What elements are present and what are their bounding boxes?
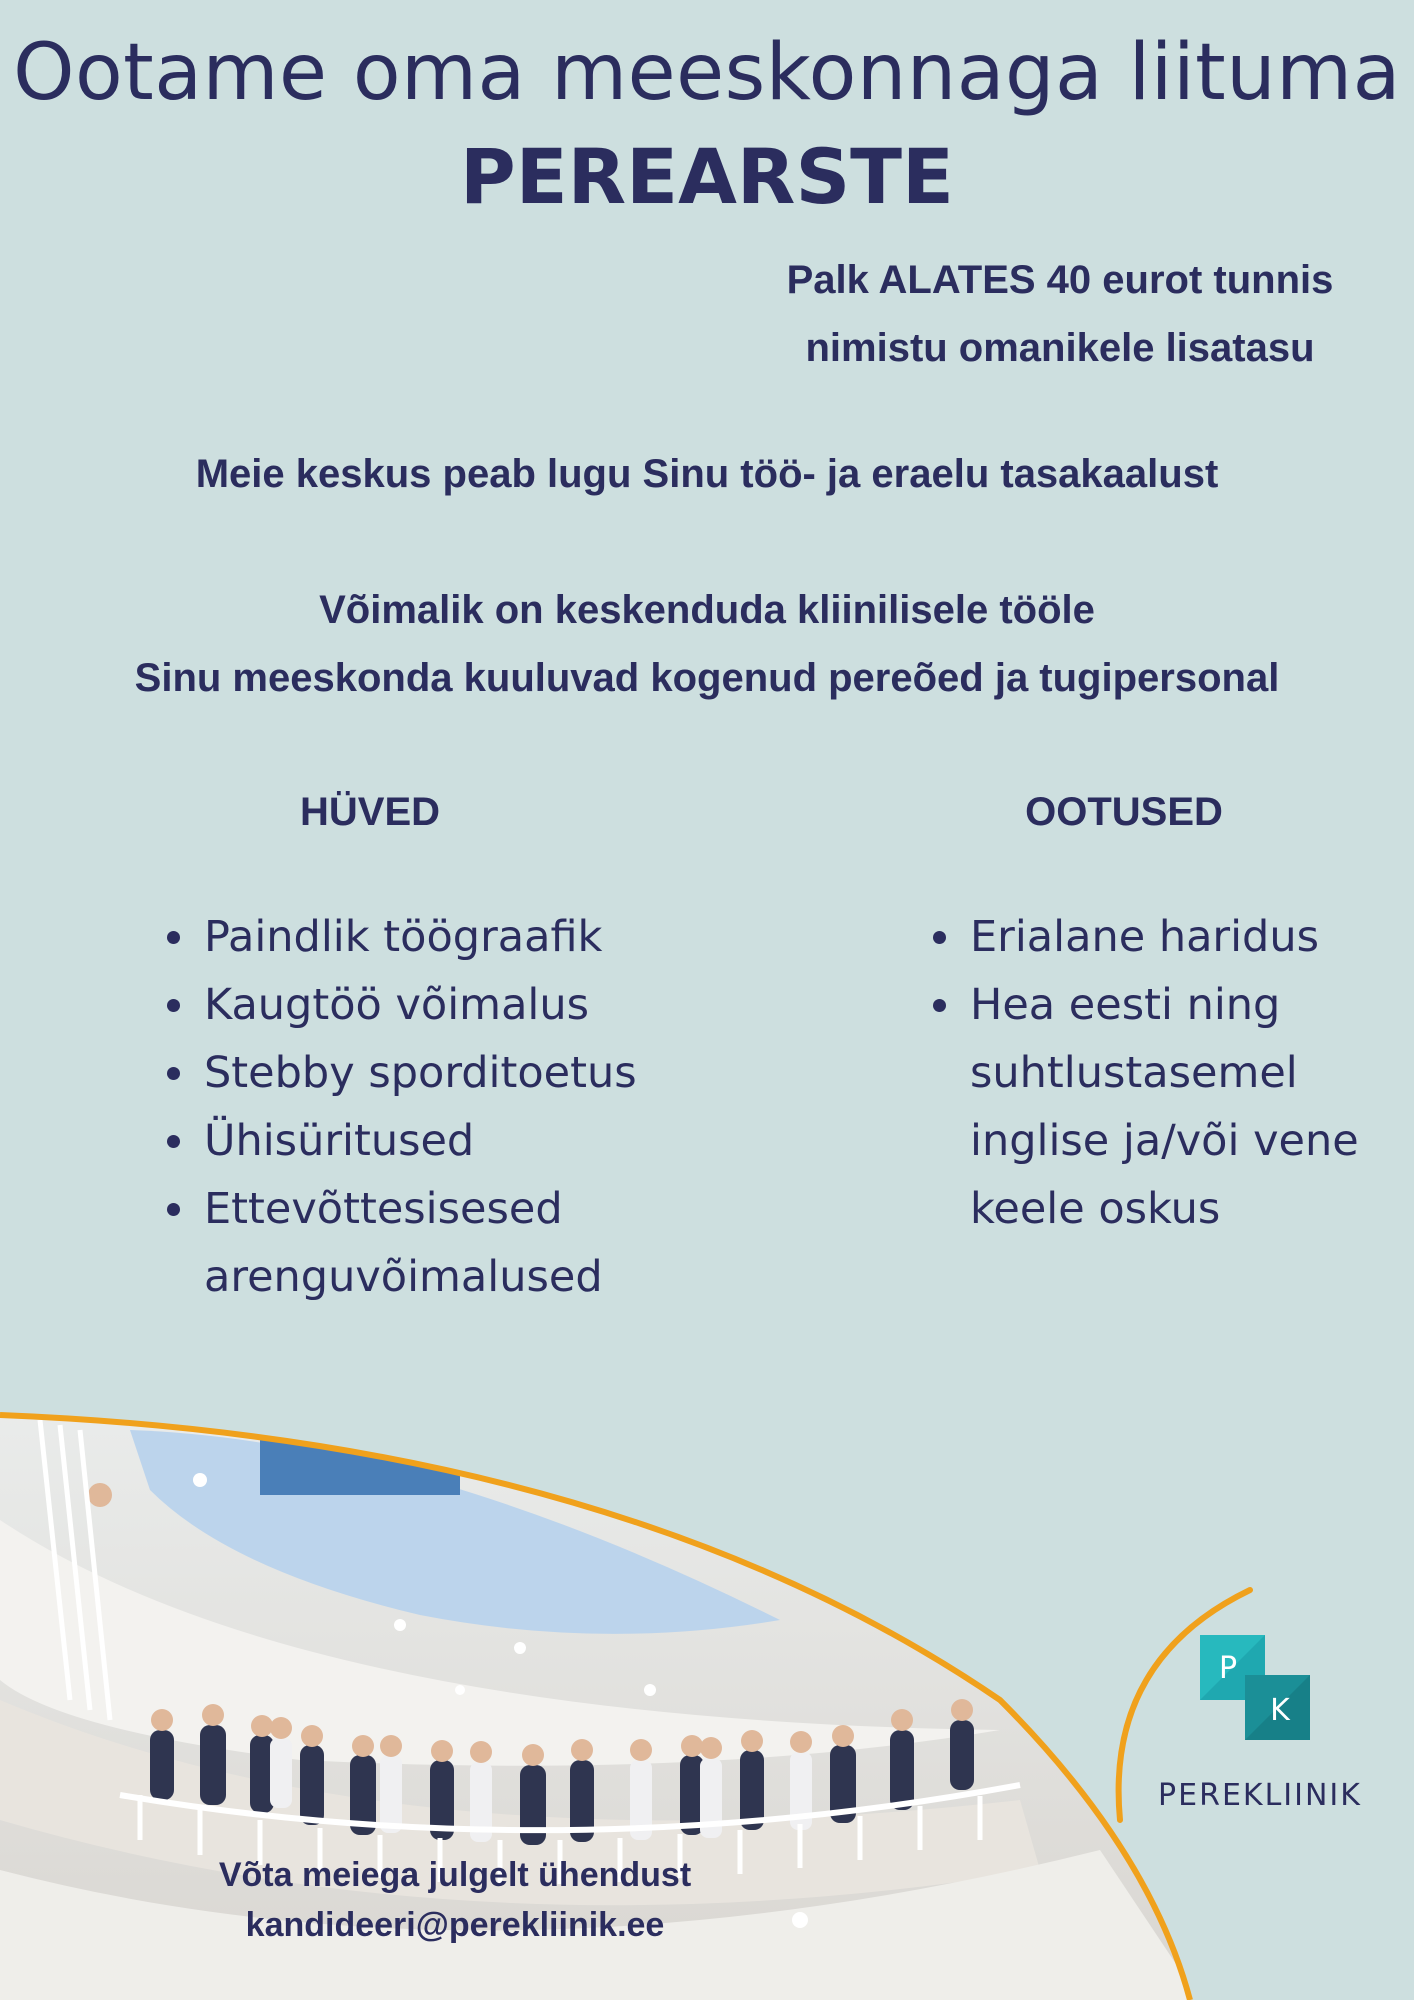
salary-line: Palk ALATES 40 eurot tunnis — [786, 258, 1334, 302]
clinical-line-2: Sinu meeskonda kuuluvad kogenud pereõed ja tugipersonal — [134, 656, 1280, 700]
logo-p: P — [1218, 1651, 1238, 1686]
contact-email[interactable]: kandideeri@perekliinik.ee — [245, 1906, 665, 1944]
salary-block — [730, 246, 1390, 382]
benefit-item: • Ettevõttesisesed arenguvõimalused — [200, 1175, 720, 1311]
benefit-item: • Paindlik töögraafik — [200, 903, 720, 971]
logo-wordmark: PEREKLIINIK — [1158, 1778, 1362, 1813]
expectations-heading: OOTUSED — [1025, 790, 1223, 834]
contact-block — [150, 1850, 760, 1950]
expectation-item: • Hea eesti ning suhtlustasemel inglise ja/või vene keele oskus — [966, 971, 1406, 1243]
benefits-heading: HÜVED — [299, 790, 441, 834]
contact-line: Võta meiega julgelt ühendust — [218, 1856, 692, 1894]
benefit-item: • Kaugtöö võimalus — [200, 971, 720, 1039]
logo-k: K — [1270, 1693, 1290, 1728]
benefit-item: • Ühisüritused — [200, 1107, 720, 1175]
benefits-list — [152, 903, 720, 1311]
expectation-item: • Erialane haridus — [966, 903, 1406, 971]
benefit-item: • Stebby sporditoetus — [200, 1039, 720, 1107]
balance-text: Meie keskus peab lugu Sinu töö- ja eraelu tasakaalust — [195, 452, 1219, 496]
headline: Ootame oma meeskonnaga liituma — [13, 28, 1401, 118]
salary-bonus-line: nimistu omanikele lisatasu — [805, 326, 1315, 370]
position-title: PEREARSTE — [460, 132, 954, 221]
clinical-line-1: Võimalik on keskenduda kliinilisele tööle — [319, 588, 1095, 632]
expectations-list — [918, 903, 1406, 1243]
